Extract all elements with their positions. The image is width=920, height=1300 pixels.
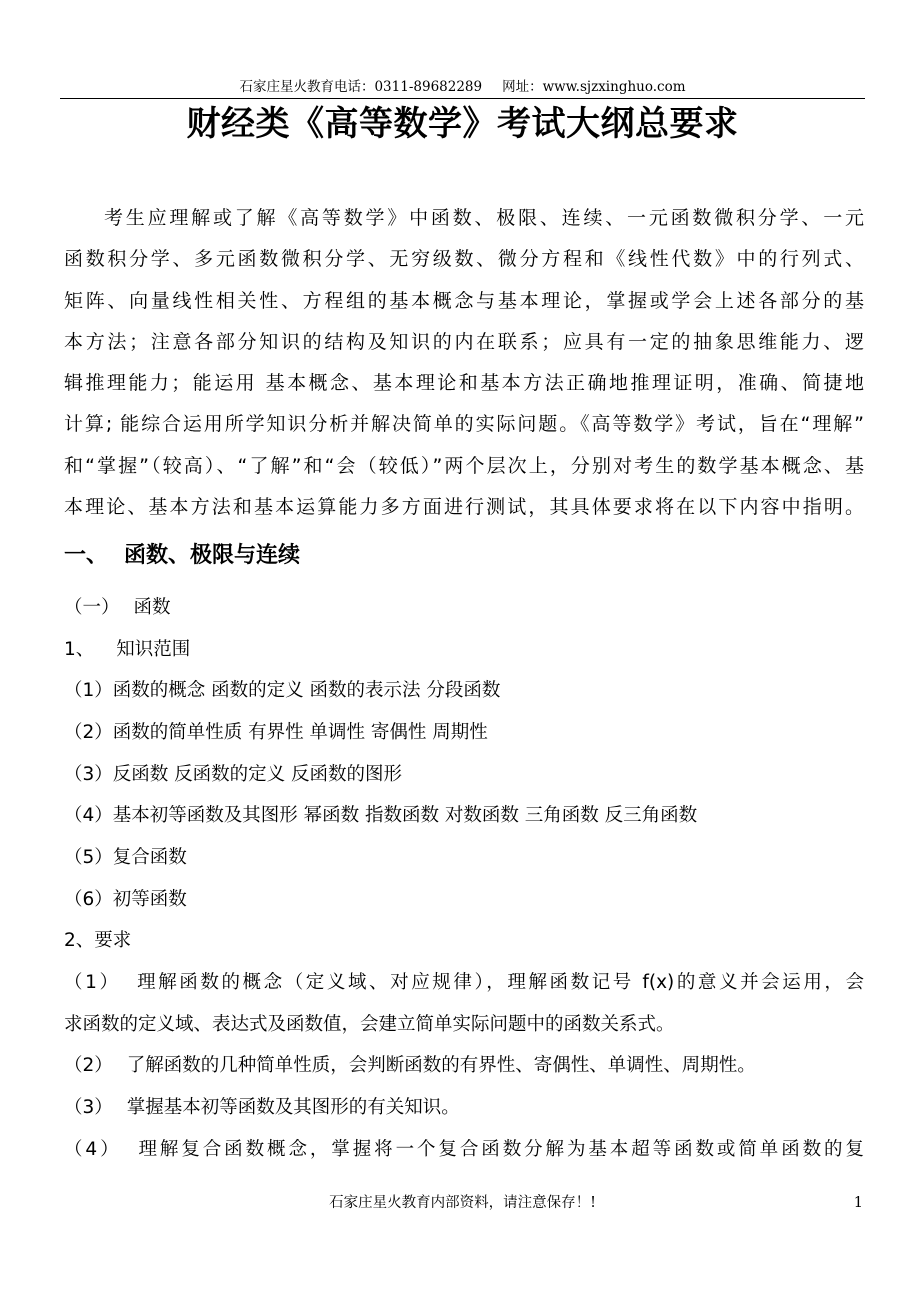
header-website: 网址：www.sjzxinghuo.com [502, 79, 686, 95]
requirement-text: 掌握基本初等函数及其图形的有关知识。 [126, 1097, 460, 1118]
intro-line: 矩阵、向量线性相关性、方程组的基本概念与基本理论，掌握或学会上述各部分的基 [64, 289, 864, 312]
intro-paragraph [64, 198, 864, 528]
intro-line: 考生应理解或了解《高等数学》中函数、极限、连续、一元函数微积分学、一元 [104, 207, 864, 229]
header-phone: 石家庄星火教育电话：0311-89682289 [239, 79, 483, 95]
requirement-number: （1） [64, 972, 121, 993]
page-number: 1 [853, 1195, 863, 1211]
section-heading [64, 538, 824, 574]
subsection-title: 函数 [133, 597, 171, 618]
knowledge-item: （1）函数的概念 函数的定义 函数的表示法 分段函数 [64, 680, 501, 701]
intro-line: 和“掌握”（较高）、“了解”和“会（较低）”两个层次上，分别对考生的数学基本概念、基 [64, 454, 864, 477]
intro-line: 函数积分学、多元函数微积分学、无穷级数、微分方程和《线性代数》中的行列式、 [64, 248, 864, 271]
knowledge-item: （5）复合函数 [64, 847, 187, 868]
requirement-continuation: 求函数的定义域、表达式及函数值，会建立简单实际问题中的函数关系式。 [64, 1014, 675, 1035]
intro-line: 辑推理能力；能运用 基本概念、基本理论和基本方法正确地推理证明，准确、简捷地 [64, 372, 864, 395]
subsection-number: （一） [64, 597, 120, 618]
page-header [60, 78, 865, 96]
requirement-text: 了解函数的几种简单性质，会判断函数的有界性、寄偶性、单调性、周期性。 [126, 1055, 756, 1076]
knowledge-title: 知识范围 [116, 639, 191, 660]
requirements-heading: 2、要求 [64, 930, 132, 951]
document-title: 财经类《高等数学》考试大纲总要求 [186, 104, 739, 144]
knowledge-item: （3）反函数 反函数的定义 反函数的图形 [64, 764, 403, 785]
subsection-heading [64, 593, 171, 623]
knowledge-item: （4）基本初等函数及其图形 幂函数 指数函数 对数函数 三角函数 反三角函数 [64, 805, 698, 826]
section-number: 一、 [64, 543, 109, 568]
section-title: 函数、极限与连续 [124, 543, 301, 568]
requirement-item [64, 1135, 864, 1165]
requirement-text: 理解复合函数概念，掌握将一个复合函数分解为基本超等函数或简单函数的复 [135, 1139, 864, 1160]
page-footer: 石家庄星火教育内部资料，请注意保存！! [329, 1195, 596, 1211]
knowledge-item: （2）函数的简单性质 有界性 单调性 寄偶性 周期性 [64, 722, 488, 743]
requirement-item [64, 1093, 460, 1123]
requirement-number: （2） [64, 1055, 113, 1076]
intro-line: 本理论、基本方法和基本运算能力多方面进行测试，其具体要求将在以下内容中指明。 [64, 496, 864, 519]
header-rule [60, 98, 865, 99]
knowledge-heading [64, 635, 190, 665]
requirement-number: （3） [64, 1097, 113, 1118]
requirement-text: 理解函数的概念（定义域、对应规律），理解函数记号 f(x)的意义并会运用，会 [134, 972, 864, 993]
intro-line: 计算; 能综合运用所学知识分析并解决简单的实际问题。《高等数学》考试，旨在“理解” [64, 413, 864, 436]
requirement-item [64, 1051, 756, 1081]
knowledge-item: （6）初等函数 [64, 889, 187, 910]
intro-line: 本方法；注意各部分知识的结构及知识的内在联系；应具有一定的抽象思维能力、逻 [64, 330, 864, 353]
requirement-number: （4） [64, 1139, 122, 1160]
requirement-item [64, 968, 864, 998]
knowledge-number: 1、 [64, 639, 95, 660]
